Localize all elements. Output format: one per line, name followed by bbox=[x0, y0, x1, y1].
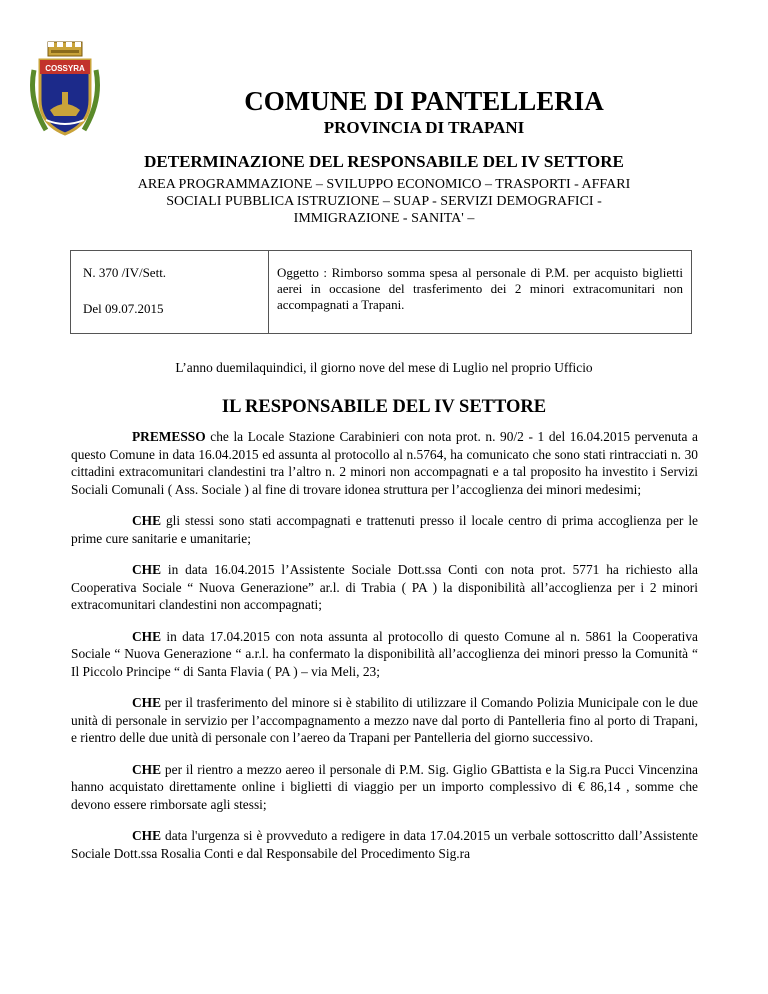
paragraph bbox=[71, 694, 698, 747]
reference-cell bbox=[71, 251, 269, 333]
paragraph-lead: CHE bbox=[132, 628, 162, 644]
paragraph-text: per il trasferimento del minore si è stabilito di utilizzare il Comando Polizia Municipale con le due unità di personale in servizio per l’accompagnamento a mezzo nave dal porto di Pantelleria fino al porto di Trapani, e rientro delle due unità di personale con l’aereo da Trapani per Pantelleria del giorno successivo. bbox=[71, 695, 698, 745]
area-line: SOCIALI PUBBLICA ISTRUZIONE – SUAP - SERVIZI DEMOGRAFICI - bbox=[166, 194, 602, 209]
crest-label: COSSYRA bbox=[45, 64, 85, 73]
comune-title: COMUNE DI PANTELLERIA bbox=[244, 86, 604, 116]
determination-number: N. 370 /IV/Sett. bbox=[83, 265, 167, 280]
paragraph-text: in data 16.04.2015 l’Assistente Sociale Dott.ssa Conti con nota prot. 5771 ha richiesto alla Cooperativa Sociale “ Nuova Generazione” ar.l. di Trabia ( PA ) la disponibilità all’accoglienza per i 2 minori extracomunitari clandestini non accompagnati; bbox=[71, 562, 698, 612]
paragraph bbox=[71, 827, 698, 862]
area-line: AREA PROGRAMMAZIONE – SVILUPPO ECONOMICO – TRASPORTI - AFFARI bbox=[137, 177, 631, 192]
paragraph bbox=[71, 628, 698, 681]
paragraph bbox=[71, 428, 698, 498]
subject-box bbox=[70, 250, 692, 334]
section-heading: IL RESPONSABILE DEL IV SETTORE bbox=[221, 397, 547, 417]
paragraph-text: gli stessi sono stati accompagnati e trattenuti presso il locale centro di prima accoglienza per le prime cure sanitarie e umanitarie; bbox=[71, 513, 698, 546]
paragraph bbox=[71, 561, 698, 614]
paragraph-text: data l'urgenza si è provveduto a redigere in data 17.04.2015 un verbale sottoscritto dall’Assistente Sociale Dott.ssa Rosalia Conti e dal Responsabile del Procedimento Sig.ra bbox=[71, 828, 698, 861]
paragraph-lead: CHE bbox=[132, 513, 162, 528]
determination-title: DETERMINAZIONE DEL RESPONSABILE DEL IV SETTORE bbox=[144, 152, 624, 171]
paragraph bbox=[71, 512, 698, 547]
document-body bbox=[71, 428, 698, 876]
paragraph-lead: CHE bbox=[132, 562, 162, 577]
area-line: IMMIGRAZIONE - SANITA' – bbox=[293, 211, 475, 226]
subject-text: Oggetto : Rimborso somma spesa al personale di P.M. per acquisto biglietti aerei in occasione del trasferimento dei 2 minori extracomunitari non accompagnati a Trapani. bbox=[277, 265, 683, 312]
area-description bbox=[0, 176, 768, 227]
province-title: PROVINCIA DI TRAPANI bbox=[323, 118, 525, 137]
paragraph-lead: PREMESSO bbox=[132, 429, 206, 444]
paragraph-lead: CHE bbox=[132, 761, 162, 777]
determination-date: Del 09.07.2015 bbox=[83, 301, 164, 316]
paragraph-text: che la Locale Stazione Carabinieri con nota prot. n. 90/2 - 1 del 16.04.2015 pervenuta a questo Comune in data 16.04.2015 ed assunta al protocollo al n.5764, ha comunicato che sono stati rintracciati n. 30 cittadini extracomunitari clandestini tra l’altro n. 2 minori non accompagnati e a tal proposito ha investito i Servizi Sociali Comunali ( Ass. Sociale ) al fine di trovare idonea struttura per l’accoglienza dei minori medesimi; bbox=[71, 429, 698, 497]
paragraph-text: per il rientro a mezzo aereo il personale di P.M. Sig. Giglio GBattista e la Sig.ra Pucci Vincenzina hanno acquistato direttamente online i biglietti di viaggio per un importo complessivo di € 86,14 , somme che devono essere rimborsate agli stessi; bbox=[71, 761, 698, 812]
paragraph-lead: CHE bbox=[132, 695, 162, 710]
intro-line: L’anno duemilaquindici, il giorno nove del mese di Luglio nel proprio Ufficio bbox=[175, 360, 593, 375]
paragraph-lead: CHE bbox=[132, 828, 162, 843]
paragraph-text: in data 17.04.2015 con nota assunta al protocollo di questo Comune al n. 5861 la Cooperativa Sociale “ Nuova Generazione “ a.r.l. ha confermato la disponibilità all’accoglienza dei minori presso la Comunità “ Il Piccolo Principe “ di Santa Flavia ( PA ) – via Meli, 23; bbox=[71, 628, 698, 679]
paragraph bbox=[71, 761, 698, 814]
